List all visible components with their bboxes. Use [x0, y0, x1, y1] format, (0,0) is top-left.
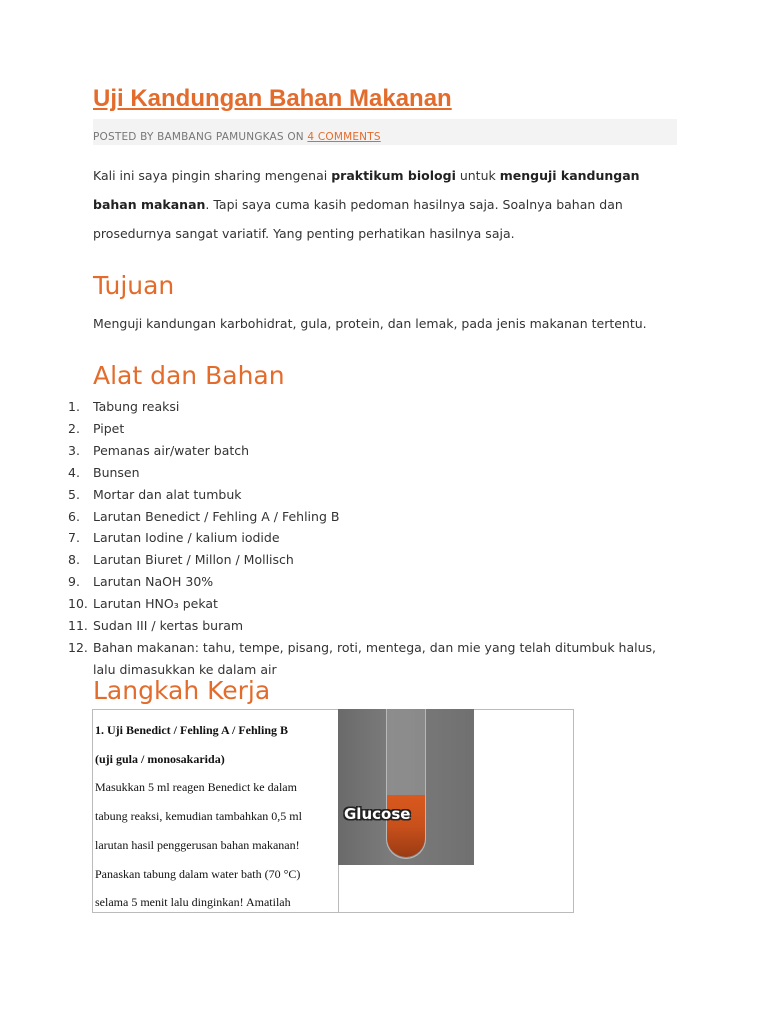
intro-text-3: . Tapi saya cuma kasih pedoman hasilnya saja. Soalnya bahan dan prosedurnya sangat variatif. Yang penting perhatikan hasilnya saja. — [93, 197, 623, 241]
intro-bold-1: praktikum biologi — [331, 168, 456, 183]
heading-tujuan: Tujuan — [93, 271, 175, 300]
comments-link[interactable]: 4 COMMENTS — [307, 131, 381, 143]
list-item — [0, 506, 700, 528]
list-item-text: Larutan Biuret / Millon / Mollisch — [93, 552, 294, 568]
list-item — [0, 484, 700, 506]
list-item-number: 11. — [68, 618, 88, 634]
heading-langkah-kerja: Langkah Kerja — [93, 676, 271, 705]
step-line: Masukkan 5 ml reagen Benedict ke dalam — [95, 780, 297, 795]
list-item-number: 6. — [68, 508, 80, 524]
list-item — [0, 462, 700, 484]
list-item — [0, 396, 700, 418]
list-item-text: Pipet — [93, 420, 125, 436]
list-item-number: 1. — [68, 399, 80, 414]
list-item-text: Bahan makanan: tahu, tempe, pisang, roti, mentega, dan mie yang telah ditumbuk halus, lalu dimasukkan ke dalam air — [93, 639, 657, 677]
list-item — [0, 527, 700, 549]
tujuan-text: Menguji kandungan karbohidrat, gula, protein, dan lemak, pada jenis makanan tertentu. — [93, 316, 647, 331]
heading-alat-bahan: Alat dan Bahan — [93, 361, 285, 390]
step-cell — [93, 716, 338, 917]
intro-text-1: Kali ini saya pingin sharing mengenai — [93, 168, 332, 183]
list-item-text: Tabung reaksi — [93, 399, 180, 414]
list-item-number: 2. — [68, 420, 80, 436]
post-meta — [93, 131, 381, 143]
glucose-test-tube-photo — [338, 709, 474, 865]
intro-paragraph — [93, 161, 673, 248]
langkah-table — [92, 709, 574, 913]
list-item — [0, 571, 700, 593]
list-item-number: 3. — [68, 442, 80, 458]
list-item — [0, 440, 700, 462]
intro-text-2: untuk — [455, 168, 500, 183]
step-line: Panaskan tabung dalam water bath (70 °C) — [95, 866, 301, 881]
list-item-number: 7. — [68, 530, 80, 546]
list-item — [0, 615, 700, 637]
list-item-number: 4. — [68, 464, 80, 480]
list-item-text: Pemanas air/water batch — [93, 442, 250, 458]
step-line: tabung reaksi, kemudian tambahkan 0,5 ml — [95, 809, 302, 824]
list-item-number: 10. — [68, 596, 88, 612]
step-line: larutan hasil penggerusan bahan makanan! — [95, 837, 300, 852]
list-item — [0, 637, 700, 681]
list-item-number: 9. — [68, 574, 80, 590]
alat-bahan-list — [0, 396, 700, 681]
glucose-label: Glucose — [344, 805, 411, 823]
list-item-text: Larutan Benedict / Fehling A / Fehling B — [93, 508, 340, 524]
list-item-text: Larutan NaOH 30% — [93, 574, 214, 590]
list-item-text: Larutan HNO₃ pekat — [93, 596, 218, 612]
list-item-text: Sudan III / kertas buram — [93, 618, 244, 634]
step-line: selama 5 menit lalu dinginkan! Amatilah — [95, 895, 291, 910]
step-title: 1. Uji Benedict / Fehling A / Fehling B — [95, 723, 289, 737]
list-item-text: Mortar dan alat tumbuk — [93, 486, 242, 502]
list-item — [0, 593, 700, 615]
list-item-number: 12. — [68, 639, 88, 655]
list-item — [0, 418, 700, 440]
post-title[interactable]: Uji Kandungan Bahan Makanan — [93, 85, 452, 112]
list-item-number: 8. — [68, 552, 80, 568]
list-item — [0, 549, 700, 571]
list-item-number: 5. — [68, 486, 80, 502]
list-item-text: Bunsen — [93, 464, 140, 480]
step-subtitle: (uji gula / monosakarida) — [95, 751, 225, 766]
list-item-text: Larutan Iodine / kalium iodide — [93, 530, 280, 546]
post-author-line: POSTED BY BAMBANG PAMUNGKAS ON — [93, 131, 308, 143]
intro-bold-2: menguji kandungan bahan makanan — [93, 168, 640, 212]
